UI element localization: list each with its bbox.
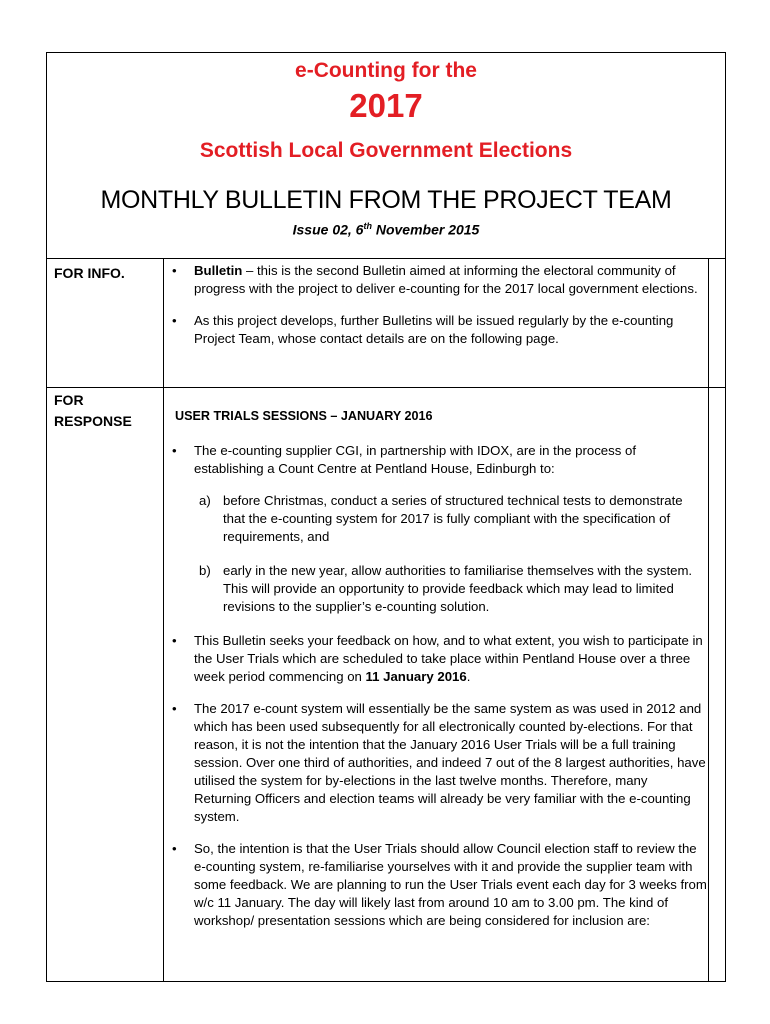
response-bullet-4-text: So, the intention is that the User Trials should allow Council election staff to review the e-counting system, re-familiarise yourselves with it and provide the supplier team with some feedback. We are planning to run the User Trials event each day for 3 weeks from w/c 11 January. The day will likely last from around 10 am to 3.00 pm. The kind of workshop/ presentation sessions which are being considered for inclusion are: bbox=[194, 841, 707, 928]
issue-line bbox=[47, 221, 725, 238]
issue-sup: th bbox=[363, 221, 372, 231]
bullet-dot: • bbox=[172, 701, 177, 716]
bullet-dot: • bbox=[172, 313, 177, 328]
for-info-label: FOR INFO. bbox=[54, 265, 125, 281]
bullet-dot: • bbox=[172, 263, 177, 278]
sub-item-b-marker: b) bbox=[199, 563, 211, 578]
header-line1: e-Counting for the bbox=[295, 59, 477, 82]
info-bullet-1 bbox=[163, 262, 708, 298]
bulletin-frame bbox=[46, 52, 726, 982]
response-bullet-3-text: The 2017 e-count system will essentially be the same system as was used in 2012 and which has been used subsequently for all electronically counted by-elections. For that reason, it is not the intention that the January 2016 User Trials will be a full training session. Over one third of authorities, and indeed 7 out of the 8 largest authorities, have utilised the system for by-elections in the last twelve months. Therefore, many Returning Officers and election teams will already be very familiar with the e-counting system. bbox=[194, 701, 706, 824]
info-bullet-2-text: As this project develops, further Bulletins will be issued regularly by the e-counting Project Team, whose contact details are on the following page. bbox=[194, 313, 674, 346]
sub-item-a-text: before Christmas, conduct a series of structured technical tests to demonstrate that the e-counting system for 2017 is fully compliant with the specification of requirements, and bbox=[223, 493, 683, 544]
response-content bbox=[163, 407, 708, 944]
header-line3: Scottish Local Government Elections bbox=[199, 139, 573, 162]
info-content bbox=[163, 262, 708, 362]
issue-suffix: November 2015 bbox=[371, 221, 480, 238]
bullet-dot: • bbox=[172, 443, 177, 458]
row-divider bbox=[47, 387, 725, 388]
bullet-dot: • bbox=[172, 841, 177, 856]
response-bullet-1 bbox=[163, 442, 708, 478]
sub-item-b-text: early in the new year, allow authorities to familiarise themselves with the system. This will provide an opportunity to provide feedback which may lead to limited revisions to the supplier’s e-counting solution. bbox=[223, 563, 693, 614]
sub-item-a bbox=[163, 492, 708, 546]
bulletin-header bbox=[47, 53, 725, 259]
info-bullet-1-bold: Bulletin bbox=[194, 263, 243, 278]
info-bullet-1-text: – this is the second Bulletin aimed at informing the electoral community of progress with the project to deliver e-counting for the 2017 local government elections. bbox=[194, 263, 698, 296]
response-bullet-2 bbox=[163, 632, 708, 686]
header-year: 2017 bbox=[349, 87, 423, 124]
response-bullet-1-text: The e-counting supplier CGI, in partnership with IDOX, are in the process of establishing a Count Centre at Pentland House, Edinburgh to: bbox=[194, 443, 636, 476]
response-bullet-2-text: This Bulletin seeks your feedback on how, and to what extent, you wish to participate in the User Trials which are scheduled to take place within Pentland House over a three week period commencing on bbox=[194, 633, 703, 684]
for-response-label: FOR RESPONSE bbox=[54, 392, 132, 429]
bullet-dot: • bbox=[172, 633, 177, 648]
info-bullet-2 bbox=[163, 312, 708, 348]
sub-item-a-marker: a) bbox=[199, 493, 211, 508]
sub-item-b bbox=[163, 562, 708, 616]
response-bullet-3 bbox=[163, 700, 708, 826]
bulletin-title: MONTHLY BULLETIN FROM THE PROJECT TEAM bbox=[100, 186, 672, 214]
response-bullet-4 bbox=[163, 840, 708, 930]
response-bullet-2-end: . bbox=[466, 669, 471, 684]
issue-prefix: Issue 02, 6 bbox=[292, 221, 364, 238]
response-bullet-2-date: 11 January 2016 bbox=[365, 669, 467, 684]
column-divider-right bbox=[708, 258, 709, 981]
section-title: USER TRIALS SESSIONS – JANUARY 2016 bbox=[175, 409, 433, 423]
